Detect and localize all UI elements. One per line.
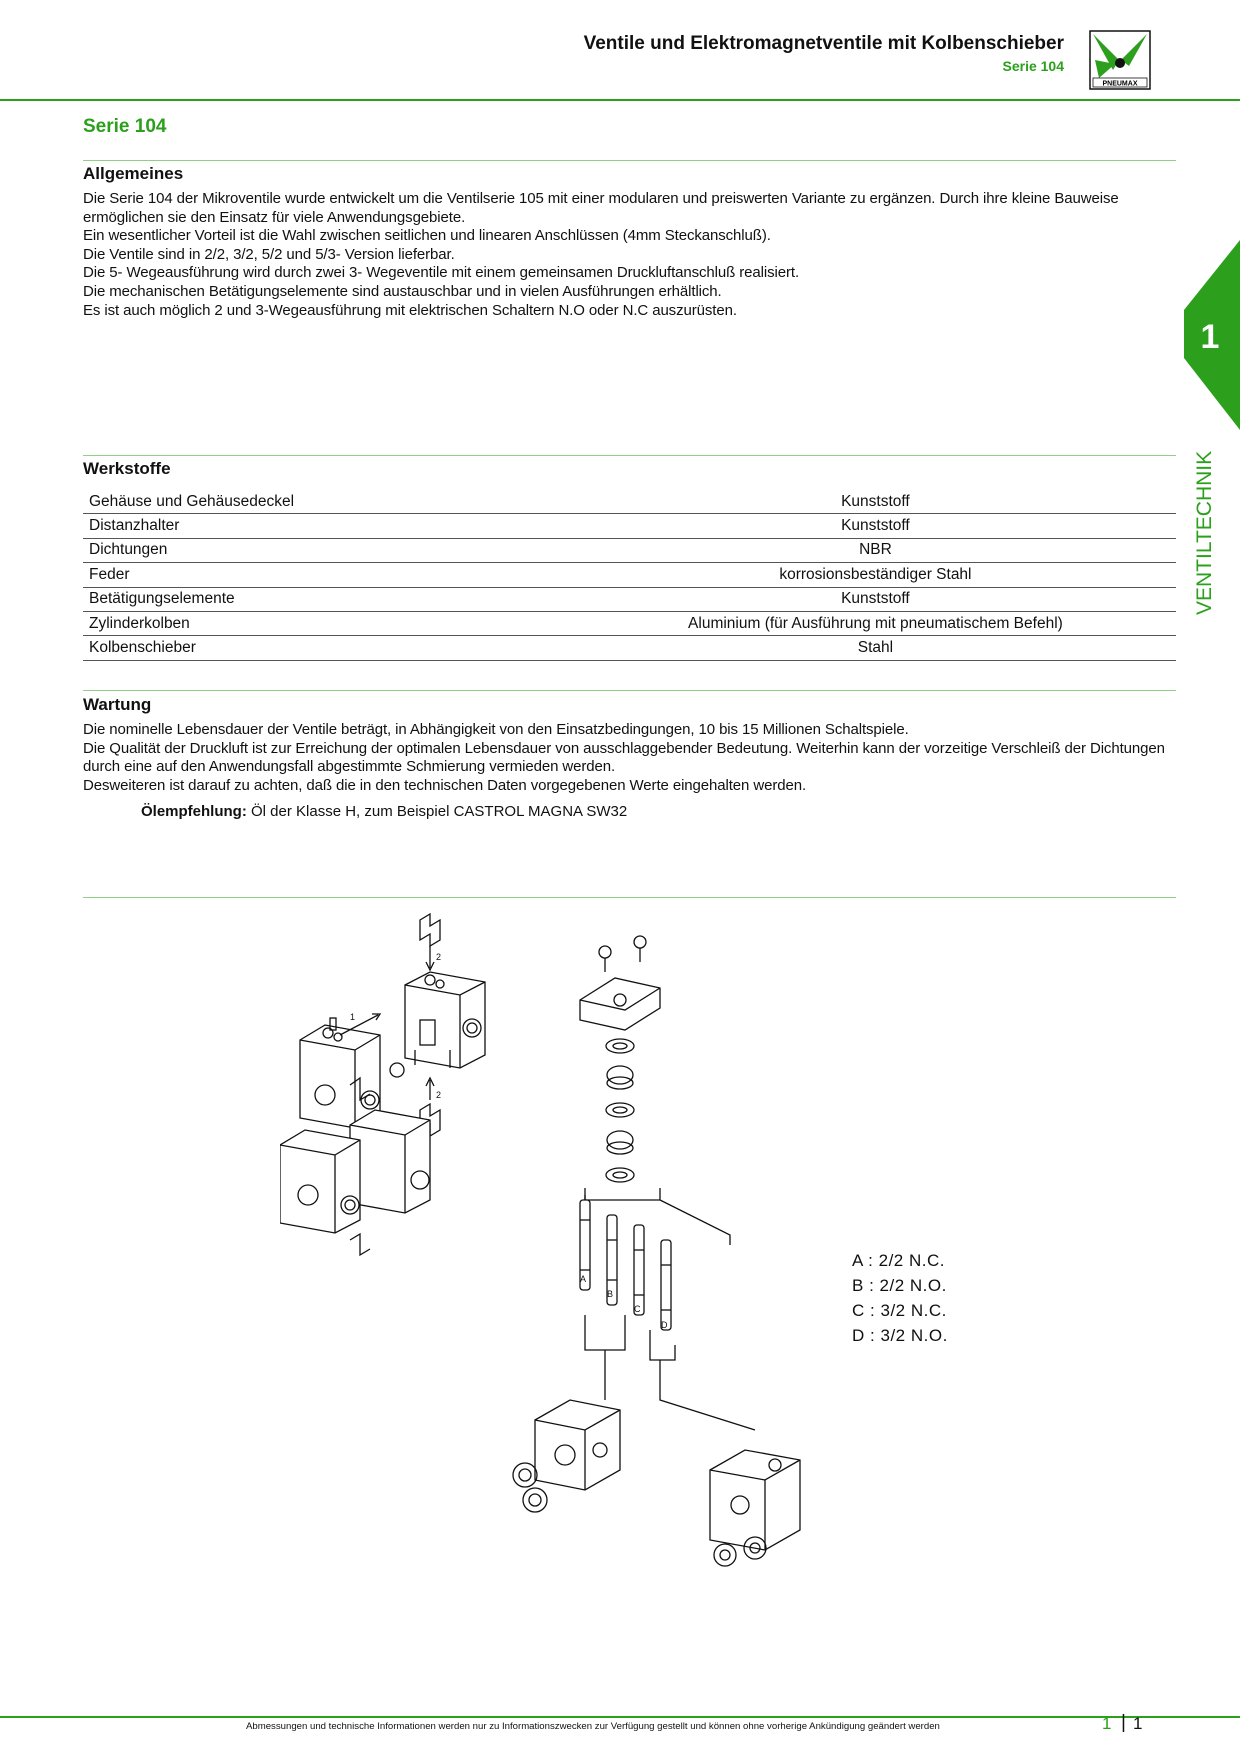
footer-divider xyxy=(0,1716,1240,1718)
fitting-icon xyxy=(714,1544,736,1566)
table-row xyxy=(83,563,1176,587)
header-title: Ventile und Elektromagnetventile mit Kolbenschieber xyxy=(583,33,1064,54)
legend-sep: : xyxy=(868,1251,874,1270)
actuator-head-icon xyxy=(420,914,440,946)
page-separator: | xyxy=(1121,1712,1126,1733)
serie-title: Serie 104 xyxy=(83,116,167,137)
svg-text:C: C xyxy=(634,1304,641,1314)
allgemeines-line: Die 5- Wegeausführung wird durch zwei 3- Wegeventile mit einem gemeinsamen Druckluftanschluß realisiert. xyxy=(83,264,800,282)
svg-text:A: A xyxy=(580,1274,587,1284)
seal-icon xyxy=(607,1066,633,1089)
legend-key: C xyxy=(852,1301,865,1320)
table-row xyxy=(83,514,1176,538)
legend-sep: : xyxy=(870,1301,876,1320)
o-ring-icon xyxy=(390,1063,404,1077)
valve-body-icon xyxy=(405,972,485,1068)
legend-value: 2/2 N.C. xyxy=(878,1251,945,1270)
fitting-icon xyxy=(523,1488,547,1512)
material-part: Feder xyxy=(83,563,575,587)
material-part: Gehäuse und Gehäusedeckel xyxy=(83,490,575,514)
svg-text:B: B xyxy=(607,1289,614,1299)
wartung-line: Desweiteren ist darauf zu achten, daß die in den technischen Daten vorgegebenen Werte eingehalten werden. xyxy=(83,776,807,794)
svg-text:D: D xyxy=(661,1320,668,1330)
section-divider xyxy=(83,455,1176,456)
svg-text:VENTILTECHNIK: VENTILTECHNIK xyxy=(1193,450,1216,615)
material-part: Zylinderkolben xyxy=(83,611,575,635)
oil-text: Öl der Klasse H, zum Beispiel CASTROL MAGNA SW32 xyxy=(246,803,628,820)
legend-item xyxy=(852,1248,948,1273)
material-value: Kunststoff xyxy=(575,514,1176,538)
table-row xyxy=(83,538,1176,562)
spool-icon xyxy=(661,1240,671,1330)
legend-value: 3/2 N.C. xyxy=(880,1301,947,1320)
spool-icon xyxy=(634,1225,644,1315)
chapter-number: 1 xyxy=(1200,318,1220,356)
section-title-wartung: Wartung xyxy=(83,695,152,714)
material-value: Stahl xyxy=(575,636,1176,660)
oil-label: Ölempfehlung: xyxy=(141,803,247,820)
header-subtitle: Serie 104 xyxy=(1002,58,1064,74)
material-part: Kolbenschieber xyxy=(83,636,575,660)
table-row xyxy=(83,611,1176,635)
footer-disclaimer: Abmessungen und technische Informationen werden nur zu Informationszwecken zur Verfügung gestellt und können ohne vorherige Ankündigung geändert werden xyxy=(246,1721,940,1732)
svg-text:2: 2 xyxy=(436,1090,442,1100)
svg-text:1: 1 xyxy=(350,1012,356,1022)
oil-recommendation xyxy=(141,803,627,820)
materials-table xyxy=(83,490,1176,661)
spool-legend xyxy=(852,1248,948,1348)
allgemeines-line: Die Ventile sind in 2/2, 3/2, 5/2 und 5/3- Version lieferbar. xyxy=(83,245,455,263)
table-row xyxy=(83,636,1176,660)
fitting-icon xyxy=(513,1463,537,1487)
pneumax-logo xyxy=(1089,30,1151,90)
legend-item xyxy=(852,1298,948,1323)
legend-item xyxy=(852,1273,948,1298)
valve-body-icon xyxy=(535,1400,620,1490)
legend-key: A xyxy=(852,1251,863,1270)
chapter-page-number: 1 xyxy=(1102,1714,1112,1733)
material-part: Distanzhalter xyxy=(83,514,575,538)
material-value: Kunststoff xyxy=(575,490,1176,514)
legend-value: 2/2 N.O. xyxy=(879,1276,947,1295)
allgemeines-text xyxy=(83,190,1173,320)
table-row xyxy=(83,587,1176,611)
table-row xyxy=(83,490,1176,514)
allgemeines-line: Es ist auch möglich 2 und 3-Wegeausführung mit elektrischen Schaltern N.O oder N.C auszurüsten. xyxy=(83,301,737,319)
material-part: Betätigungselemente xyxy=(83,587,575,611)
legend-sep: : xyxy=(869,1276,875,1295)
exploded-view-drawing xyxy=(280,900,820,1580)
allgemeines-line: Die mechanischen Betätigungselemente sind austauschbar und in vielen Ausführungen erhältlich. xyxy=(83,282,722,300)
material-value: Kunststoff xyxy=(575,587,1176,611)
seal-icon xyxy=(606,1039,634,1053)
section-divider xyxy=(83,690,1176,691)
wartung-line: Die nominelle Lebensdauer der Ventile beträgt, in Abhängigkeit von den Einsatzbedingungen, 10 bis 15 Millionen Schaltspiele. xyxy=(83,721,909,738)
section-title-allgemeines: Allgemeines xyxy=(83,164,184,183)
valve-body-icon xyxy=(710,1450,800,1550)
legend-key: D xyxy=(852,1326,865,1345)
legend-sep: : xyxy=(870,1326,876,1345)
material-value: korrosionsbeständiger Stahl xyxy=(575,563,1176,587)
seal-icon xyxy=(606,1103,634,1117)
seal-icon xyxy=(607,1131,633,1154)
cover-plate-icon xyxy=(580,978,660,1030)
screw-icon xyxy=(599,946,611,972)
screw-icon xyxy=(634,936,646,962)
material-value: Aluminium (für Ausführung mit pneumatischem Befehl) xyxy=(575,611,1176,635)
chapter-label xyxy=(1186,430,1220,615)
section-divider xyxy=(83,160,1176,161)
section-divider xyxy=(83,897,1176,898)
section-title-werkstoffe: Werkstoffe xyxy=(83,459,171,478)
wartung-line: Die Qualität der Druckluft ist zur Erreichung der optimalen Lebensdauer von ausschlaggebender Bedeutung. Weiterhin kann der vorzeitige Verschleiß der Dichtungen durch eine auf den Anwendungsfall abgestimmte Schmierung vermieden werden. xyxy=(83,739,1165,776)
allgemeines-line: Ein wesentlicher Vorteil ist die Wahl zwischen seitlichen und linearen Anschlüssen (4mm Steckanschluß). xyxy=(83,227,771,245)
legend-key: B xyxy=(852,1276,864,1295)
seal-icon xyxy=(606,1168,634,1182)
allgemeines-line: Die Serie 104 der Mikroventile wurde entwickelt um die Ventilserie 105 mit einer modularen und preiswerten Variante zu ergänzen. Durch ihre kleine Bauweise ermöglichen sie den Einsatz für viele Anwendungsgebiete. xyxy=(83,190,1119,226)
logo-text: PNEUMAX xyxy=(1102,80,1138,88)
legend-value: 3/2 N.O. xyxy=(880,1326,948,1345)
material-part: Dichtungen xyxy=(83,538,575,562)
page-number: 1 xyxy=(1133,1714,1143,1733)
svg-text:2: 2 xyxy=(436,952,442,962)
material-value: NBR xyxy=(575,538,1176,562)
legend-item xyxy=(852,1323,948,1348)
wartung-text xyxy=(83,721,1173,795)
header-divider xyxy=(0,99,1240,101)
